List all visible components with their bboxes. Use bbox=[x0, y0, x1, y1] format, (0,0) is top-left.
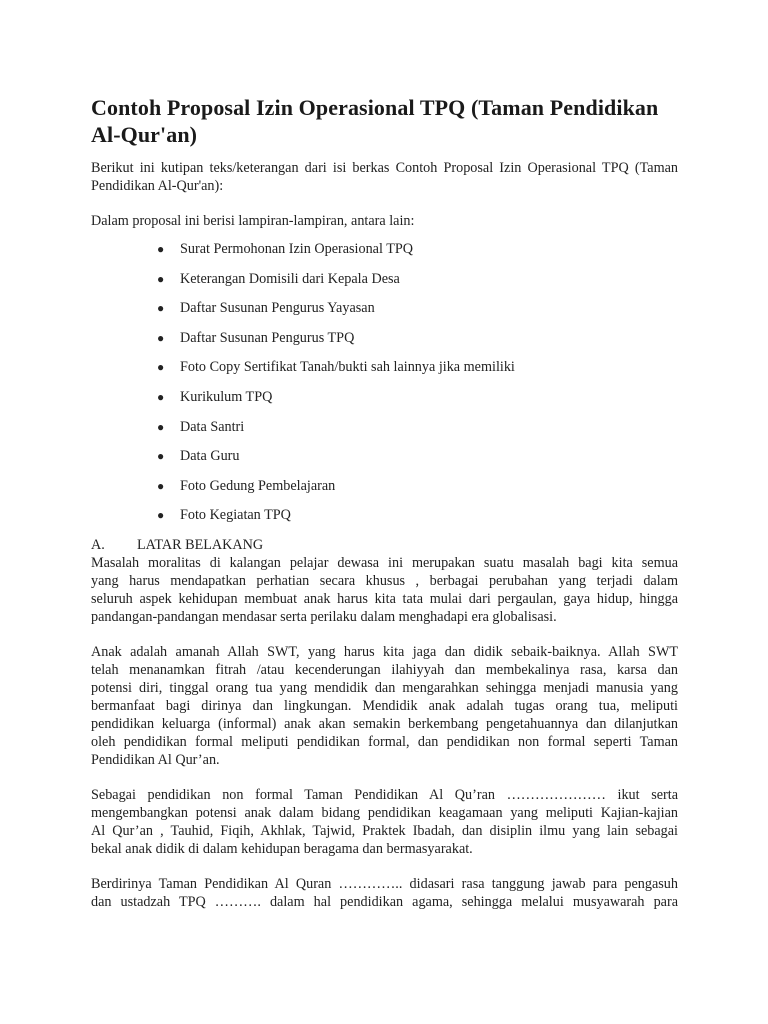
bullet-icon: ● bbox=[157, 271, 165, 286]
list-item: ● Kurikulum TPQ bbox=[157, 388, 273, 405]
attachments-lead: Dalam proposal ini berisi lampiran-lampiran, antara lain: bbox=[91, 213, 415, 229]
intro-paragraph: Berikut ini kutipan teks/keterangan dari isi berkas Contoh Proposal Izin Operasional TPQ (Taman Pendidikan Al-Qur'an): bbox=[91, 160, 678, 194]
bullet-icon: ● bbox=[157, 360, 165, 375]
list-item: ● Data Guru bbox=[157, 448, 240, 465]
list-item: ● Daftar Susunan Pengurus TPQ bbox=[157, 329, 355, 346]
bullet-icon: ● bbox=[157, 419, 165, 434]
document-content bbox=[91, 94, 678, 911]
list-item: ● Foto Gedung Pembelajaran bbox=[157, 477, 336, 494]
section-letter: A. bbox=[91, 536, 105, 553]
section-title: LATAR BELAKANG bbox=[137, 536, 264, 553]
bullet-icon: ● bbox=[157, 389, 165, 404]
list-item: ● Keterangan Domisili dari Kepala Desa bbox=[157, 270, 400, 287]
bullet-icon: ● bbox=[157, 478, 165, 493]
list-item: ● Daftar Susunan Pengurus Yayasan bbox=[157, 300, 375, 317]
paragraph-2: Anak adalah amanah Allah SWT, yang harus kita jaga dan didik sebaik-baiknya. Allah SWT telah menanamkan fitrah /atau kecenderungan ilahiyyah dan membekalinya rasa, karsa dan potensi diri, tinggal orang tua yang mendidik dan mengarahkan sehingga menjadi manusia yang bermanfaat bagi dirinya dan lingkungan. Mendidik anak adalah tugas orang tua, meliputi pendidikan keluarga (informal) anak akan semakin berkembang pengetahuannya dan dilanjutkan oleh pendidikan formal meliputi pendidikan formal, dan pendidikan non formal seperti Taman Pendidikan Al Qur’an. bbox=[91, 643, 678, 768]
bullet-icon: ● bbox=[157, 449, 165, 464]
document-title: Contoh Proposal Izin Operasional TPQ (Taman Pendidikan Al-Qur'an) bbox=[91, 95, 659, 147]
section-heading bbox=[91, 536, 678, 554]
list-item: ● Foto Kegiatan TPQ bbox=[157, 507, 291, 524]
attachments-list bbox=[91, 240, 678, 524]
paragraph-1: Masalah moralitas di kalangan pelajar dewasa ini merupakan suatu masalah bagi kita semua yang harus mendapatkan perhatian secara khusus , berbagai perubahan yang terjadi dalam seluruh aspek kehidupan membuat anak harus kita tata mulai dari pergaulan, gaya hidup, hingga pandangan-pandangan mendasar serta perilaku dalam menghadapi era globalisasi. bbox=[91, 554, 678, 625]
paragraph-3: Sebagai pendidikan non formal Taman Pendidikan Al Qu’ran ………………… ikut serta mengembangkan potensi anak dalam bidang pendidikan keagamaan yang meliputi Kajian-kajian Al Qur’an , Tauhid, Fiqih, Akhlak, Tajwid, Praktek Ibadah, dan disiplin ilmu yang lain sebagai bekal anak didik di dalam kehidupan beragama dan bermasyarakat. bbox=[91, 786, 678, 857]
bullet-icon: ● bbox=[157, 242, 165, 256]
list-item: ● Data Santri bbox=[157, 418, 245, 435]
bullet-icon: ● bbox=[157, 301, 165, 316]
bullet-icon: ● bbox=[157, 330, 165, 345]
paragraph-4: Berdirinya Taman Pendidikan Al Quran ………….. didasari rasa tanggung jawab para pengasuh dan ustadzah TPQ ………. dalam hal pendidikan agama, sehingga melalui musyawarah para bbox=[91, 875, 678, 910]
list-item: ● Surat Permohonan Izin Operasional TPQ bbox=[157, 241, 413, 257]
list-item: ● Foto Copy Sertifikat Tanah/bukti sah lainnya jika memiliki bbox=[157, 359, 515, 376]
bullet-icon: ● bbox=[157, 508, 165, 523]
